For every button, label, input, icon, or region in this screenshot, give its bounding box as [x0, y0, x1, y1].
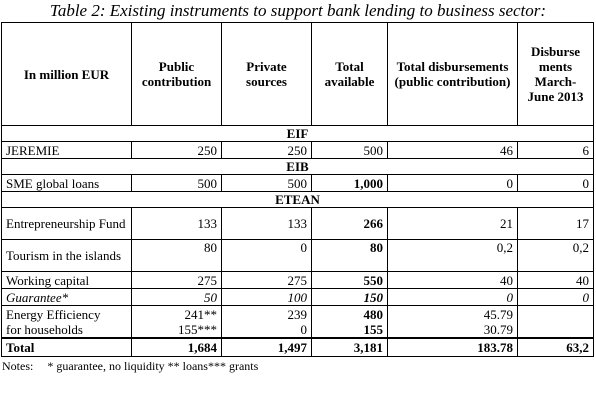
cell-disb-period: 0 — [518, 289, 594, 306]
cell-public: 500 — [132, 175, 222, 192]
cell-total — [312, 306, 388, 339]
row-label-line1: Energy Efficiency — [6, 306, 101, 322]
cell-disb-total: 0 — [388, 175, 518, 192]
cell-disb-period — [518, 306, 594, 339]
table-row-tourism — [2, 240, 594, 272]
cell-public-line1: 241** — [184, 306, 217, 322]
cell-disb-total: 183.78 — [388, 338, 518, 357]
cell-disb-total: 0 — [388, 289, 518, 306]
row-label: SME global loans — [2, 175, 132, 192]
notes-text: * guarantee, no liquidity ** loans*** grants — [47, 359, 259, 373]
table-row-jeremie — [2, 142, 594, 159]
header-unit: In million EUR — [2, 23, 132, 126]
table-row-working-capital — [2, 272, 594, 289]
row-label: Total — [2, 338, 132, 357]
table-row-total — [2, 338, 594, 357]
cell-disb-period: 40 — [518, 272, 594, 289]
cell-private-line1: 239 — [287, 306, 307, 322]
table-notes — [2, 359, 596, 373]
cell-total: 1,000 — [312, 175, 388, 192]
cell-total: 500 — [312, 142, 388, 159]
notes-label: Notes: — [2, 359, 34, 373]
cell-public-line2: 155*** — [178, 321, 217, 337]
cell-public: 250 — [132, 142, 222, 159]
header-row — [2, 23, 594, 126]
cell-private: 250 — [222, 142, 312, 159]
cell-private: 1,497 — [222, 338, 312, 357]
section-row-eif — [2, 126, 594, 142]
row-label: Guarantee* — [2, 289, 132, 306]
cell-total-line1: 480 — [363, 306, 383, 322]
header-total: Total available — [312, 23, 388, 126]
cell-public: 1,684 — [132, 338, 222, 357]
cell-public: 80 — [132, 240, 222, 272]
cell-private-line2: 0 — [300, 321, 307, 337]
cell-disb-total: 46 — [388, 142, 518, 159]
cell-private: 100 — [222, 289, 312, 306]
row-label-line2: for households — [6, 321, 83, 337]
instruments-table — [1, 22, 594, 357]
header-disb-total: Total disbursements (public contribution) — [388, 23, 518, 126]
row-label: Entrepreneurship Fund — [2, 208, 132, 240]
cell-disb-total: 0,2 — [388, 240, 518, 272]
cell-total-line2: 155 — [363, 321, 383, 337]
cell-total: 550 — [312, 272, 388, 289]
section-label: ETEAN — [2, 192, 594, 208]
cell-disb-period: 0 — [518, 175, 594, 192]
cell-disb-line2: 30.79 — [483, 321, 513, 337]
row-label: Working capital — [2, 272, 132, 289]
cell-disb-period: 6 — [518, 142, 594, 159]
row-label: JEREMIE — [2, 142, 132, 159]
cell-public: 275 — [132, 272, 222, 289]
header-public: Public contribution — [132, 23, 222, 126]
table-row-sme — [2, 175, 594, 192]
cell-private: 275 — [222, 272, 312, 289]
cell-disb-period: 63,2 — [518, 338, 594, 357]
cell-total: 150 — [312, 289, 388, 306]
cell-disb-total — [388, 306, 518, 339]
section-row-etean — [2, 192, 594, 208]
cell-private: 133 — [222, 208, 312, 240]
section-row-eib — [2, 159, 594, 175]
row-label — [2, 306, 132, 339]
section-label: EIB — [2, 159, 594, 175]
cell-private — [222, 306, 312, 339]
cell-total: 80 — [312, 240, 388, 272]
cell-disb-period: 0,2 — [518, 240, 594, 272]
table-caption: Table 2: Existing instruments to support bank lending to business sector: — [49, 1, 547, 20]
table-row-entrepreneurship — [2, 208, 594, 240]
header-private: Private sources — [222, 23, 312, 126]
cell-disb-total: 21 — [388, 208, 518, 240]
table-row-energy-efficiency — [2, 306, 594, 339]
header-disb-period: Disburse ments March- June 2013 — [518, 23, 594, 126]
section-label: EIF — [2, 126, 594, 142]
table-row-guarantee — [2, 289, 594, 306]
cell-private: 0 — [222, 240, 312, 272]
cell-total: 266 — [312, 208, 388, 240]
cell-public: 133 — [132, 208, 222, 240]
cell-total: 3,181 — [312, 338, 388, 357]
cell-disb-line1: 45.79 — [483, 306, 513, 322]
cell-disb-period: 17 — [518, 208, 594, 240]
cell-private: 500 — [222, 175, 312, 192]
cell-public — [132, 306, 222, 339]
cell-disb-total: 40 — [388, 272, 518, 289]
row-label: Tourism in the islands — [2, 240, 132, 272]
cell-public: 50 — [132, 289, 222, 306]
